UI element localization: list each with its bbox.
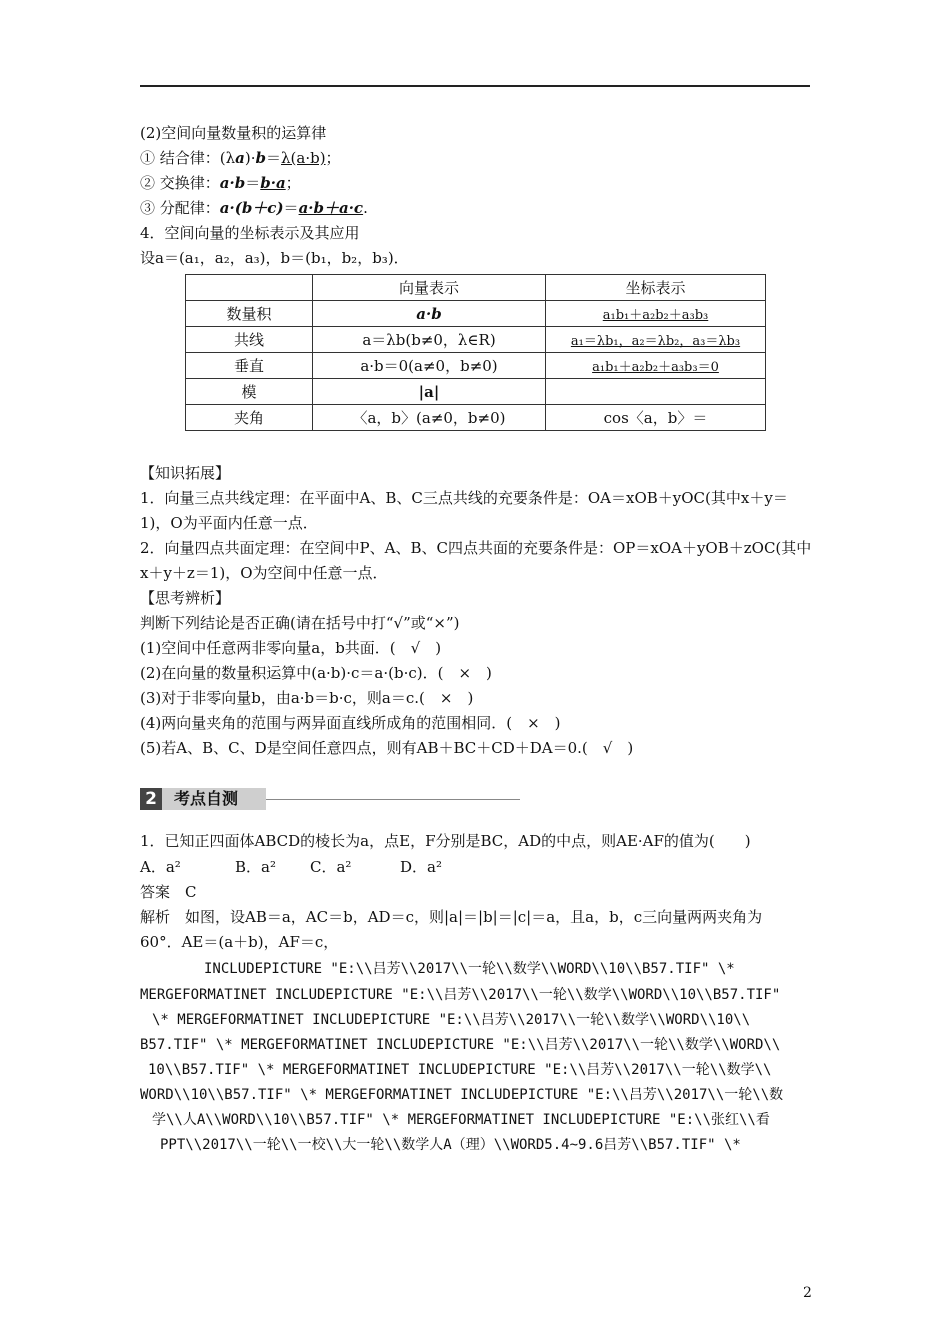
question-options <box>140 856 442 880</box>
vector-table <box>185 274 766 431</box>
section-4-title: 4．空间向量的坐标表示及其应用 <box>140 224 360 242</box>
table-row: 模 |a| <box>186 379 766 405</box>
rule-commutative: ② 交换律：a·b＝b·a； <box>140 174 301 192</box>
list-item: (5)若A、B、C、D是空间任意四点，则有AB＋BC＋CD＋DA＝0.( √ ) <box>140 739 634 757</box>
page-number: 2 <box>803 1285 812 1301</box>
field-code-line: WORD\\10\\B57.TIF" \* MERGEFORMATINET INCLUDEPICTURE "E:\\吕芳\\2017\\一轮\\数 <box>140 1087 784 1103</box>
table-row: 夹角 〈a，b〉(a≠0，b≠0) cos〈a，b〉＝ <box>186 405 766 431</box>
table-row: 垂直 a·b＝0(a≠0，b≠0) a₁b₁＋a₂b₂＋a₃b₃＝0 <box>186 353 766 379</box>
knowledge-p2-cont: x＋y＋z＝1)，O为空间中任意一点． <box>140 564 388 582</box>
field-code-line: \* MERGEFORMATINET INCLUDEPICTURE "E:\\吕芳\\2017\\一轮\\数学\\WORD\\10\\ <box>152 1012 751 1028</box>
knowledge-p2: 2．向量四点共面定理：在空间中P、A、B、C四点共面的充要条件是：OP＝xOA＋yOB＋zOC(其中 <box>140 539 812 557</box>
list-item: (2)在向量的数量积运算中(a·b)·c＝a·(b·c)．( × ) <box>140 664 492 682</box>
field-code-line: PPT\\2017\\一轮\\一校\\大一轮\\数学人A（理）\\WORD5.4~9.6吕芳\\B57.TIF" \* <box>160 1137 741 1153</box>
field-code-line: B57.TIF" \* MERGEFORMATINET INCLUDEPICTURE "E:\\吕芳\\2017\\一轮\\数学\\WORD\\ <box>140 1037 781 1053</box>
blank-answer: b·a <box>260 174 286 192</box>
blank-answer: λ(a·b) <box>281 149 326 167</box>
option-b: B．a² <box>235 858 276 876</box>
knowledge-title: 【知识拓展】 <box>140 464 231 482</box>
field-code-line: MERGEFORMATINET INCLUDEPICTURE "E:\\吕芳\\2017\\一轮\\数学\\WORD\\10\\B57.TIF" <box>140 987 781 1003</box>
vector-definition: 设a＝(a₁，a₂，a₃)，b＝(b₁，b₂，b₃)． <box>140 249 409 267</box>
field-code-line: 学\\人A\\WORD\\10\\B57.TIF" \* MERGEFORMATINET INCLUDEPICTURE "E:\\张红\\看 <box>152 1112 770 1128</box>
subsection-title: (2)空间向量数量积的运算律 <box>140 124 327 142</box>
field-code-line: 10\\B57.TIF" \* MERGEFORMATINET INCLUDEPICTURE "E:\\吕芳\\2017\\一轮\\数学\\ <box>148 1062 772 1078</box>
rule-associative: ① 结合律：(λa)·b＝λ(a·b)； <box>140 149 341 167</box>
list-item: (1)空间中任意两非零向量a，b共面．( √ ) <box>140 639 442 657</box>
table-row: 数量积 a·b a₁b₁＋a₂b₂＋a₃b₃ <box>186 301 766 327</box>
question-stem: 1．已知正四面体ABCD的棱长为a，点E，F分别是BC，AD的中点，则AE·AF的值为( ) <box>140 832 751 850</box>
option-a: A．a² <box>140 858 181 876</box>
list-item: (3)对于非零向量b，由a·b＝b·c，则a＝c.( × ) <box>140 689 474 707</box>
knowledge-p1: 1．向量三点共线定理：在平面中A、B、C三点共线的充要条件是：OA＝xOB＋yOC(其中x＋y＝ <box>140 489 788 507</box>
answer-line: 答案 C <box>140 883 197 901</box>
analysis-line: 解析 如图，设AB＝a，AC＝b，AD＝c，则|a|＝|b|＝|c|＝a，且a，b，c三向量两两夹角为 <box>140 908 763 926</box>
knowledge-p1-cont: 1)，O为平面内任意一点． <box>140 514 318 532</box>
header-rule <box>140 85 810 87</box>
option-c: C．a² <box>310 858 352 876</box>
option-d: D．a² <box>400 858 442 876</box>
table-row: 共线 a＝λb(b≠0，λ∈R) a₁＝λb₁，a₂＝λb₂，a₃＝λb₃ <box>186 327 766 353</box>
list-item: (4)两向量夹角的范围与两异面直线所成角的范围相同．( × ) <box>140 714 561 732</box>
table-header-row: 向量表示 坐标表示 <box>186 275 766 301</box>
blank-answer: a·b＋a·c <box>298 199 364 217</box>
section-number-badge: 2 <box>140 788 162 810</box>
field-code-line: INCLUDEPICTURE "E:\\吕芳\\2017\\一轮\\数学\\WORD\\10\\B57.TIF" \* <box>204 961 735 977</box>
analysis-line: 60°．AE＝(a＋b)，AF＝c， <box>140 933 339 951</box>
rule-distributive: ③ 分配律：a·(b＋c)＝a·b＋a·c. <box>140 199 368 217</box>
thinking-title: 【思考辨析】 <box>140 589 231 607</box>
section-rule <box>266 799 520 800</box>
thinking-intro: 判断下列结论是否正确(请在括号中打“√”或“×”) <box>140 614 460 632</box>
section-title: 考点自测 <box>162 788 266 810</box>
